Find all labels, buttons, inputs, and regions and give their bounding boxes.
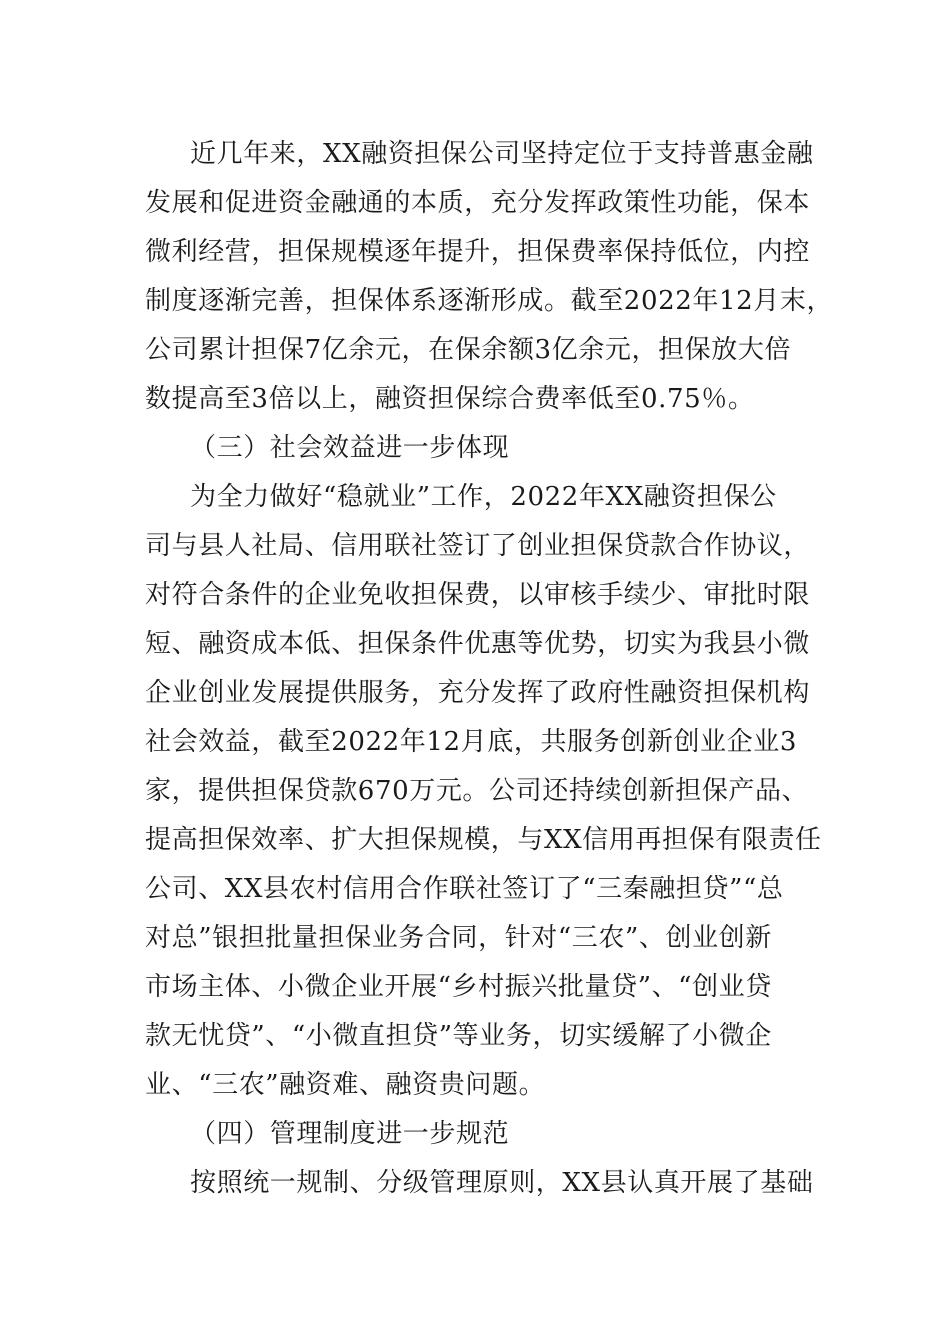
paragraph-2-line-1: 为全力做好“稳就业”工作，2022年XX融资担保公 [190,482,777,512]
paragraph-3-line-1: 按照统一规制、分级管理原则，XX县认真开展了基础 [190,1168,814,1198]
paragraph-1-line-4: 制度逐渐完善，担保体系逐渐形成。截至2022年12月末， [145,286,834,316]
paragraph-2-line-3: 对符合条件的企业免收担保费，以审核手续少、审批时限 [145,580,811,610]
paragraph-2-line-8: 提高担保效率、扩大担保规模，与XX信用再担保有限责任 [145,825,822,855]
paragraph-1-line-2: 发展和促进资金融通的本质，充分发挥政策性功能，保本 [145,188,811,218]
paragraph-2-line-9: 公司、XX县农村信用合作联社签订了“三秦融担贷”“总 [145,874,784,904]
paragraph-1-line-1: 近几年来，XX融资担保公司坚持定位于支持普惠金融 [190,139,814,169]
paragraph-2-line-7: 家，提供担保贷款670万元。公司还持续创新担保产品、 [145,776,809,806]
paragraph-2-line-10: 对总”银担批量担保业务合同，针对“三农”、创业创新 [145,923,772,953]
paragraph-2-line-12: 款无忧贷”、“小微直担贷”等业务，切实缓解了小微企 [145,1021,772,1051]
paragraph-2-line-5: 企业创业发展提供服务，充分发挥了政府性融资担保机构 [145,678,811,708]
section-heading-4: （四）管理制度进一步规范 [190,1119,510,1149]
paragraph-2-line-13: 业、“三农”融资难、融资贵问题。 [145,1070,546,1100]
paragraph-1-line-3: 微利经营，担保规模逐年提升，担保费率保持低位，内控 [145,237,811,267]
paragraph-2-line-4: 短、融资成本低、担保条件优惠等优势，切实为我县小微 [145,629,811,659]
paragraph-1-line-5: 公司累计担保7亿余元，在保余额3亿余元，担保放大倍 [145,335,792,365]
paragraph-2-line-6: 社会效益，截至2022年12月底，共服务创新创业企业3 [145,727,797,757]
paragraph-1-line-6: 数提高至3倍以上，融资担保综合费率低至0.75％。 [145,384,755,414]
section-heading-3: （三）社会效益进一步体现 [190,433,510,463]
paragraph-2-line-2: 司与县人社局、信用联社签订了创业担保贷款合作协议， [145,531,811,561]
paragraph-2-line-11: 市场主体、小微企业开展“乡村振兴批量贷”、“创业贷 [145,972,772,1002]
